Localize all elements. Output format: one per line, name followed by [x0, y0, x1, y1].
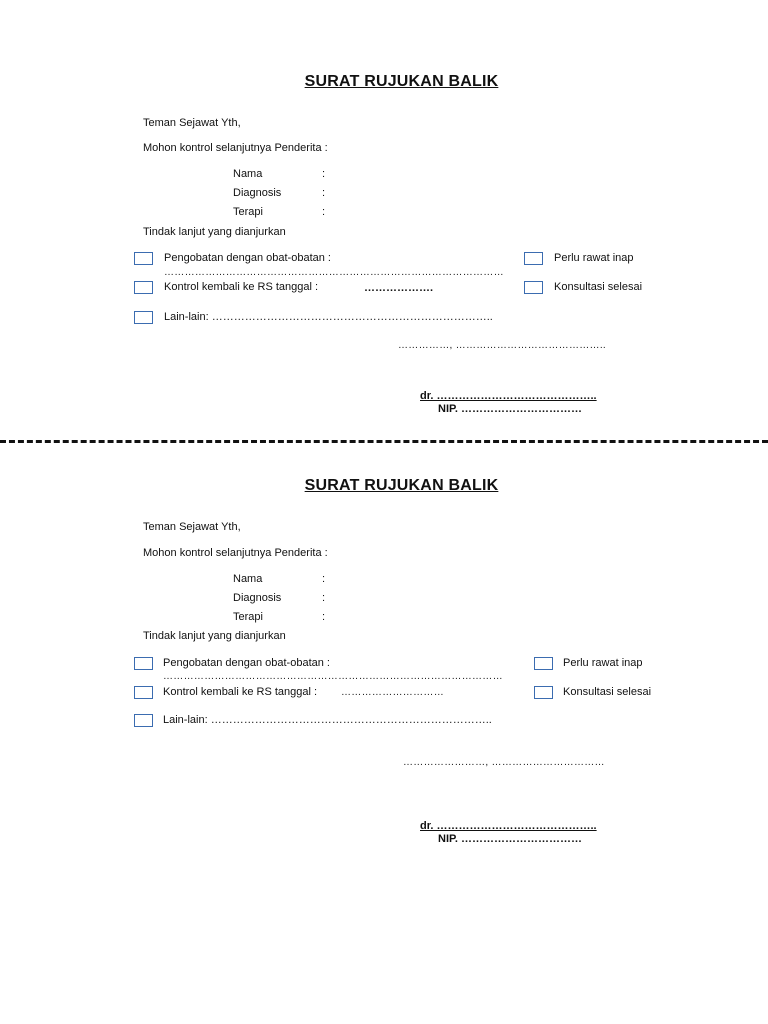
control-checkbox[interactable]	[134, 281, 153, 294]
medication-checkbox[interactable]	[134, 657, 153, 670]
field-sep-diagnosis: :	[322, 592, 326, 604]
consult-done-label: Konsultasi selesai	[563, 686, 652, 698]
referral-form-1	[0, 0, 768, 435]
medication-label: Pengobatan dengan obat-obatan :	[164, 252, 331, 264]
control-label: Kontrol kembali ke RS tanggal :	[163, 686, 318, 698]
doctor-signature-line: dr. ……………………………………..	[420, 820, 597, 832]
field-label-diagnosis: Diagnosis	[233, 187, 282, 199]
greeting: Teman Sejawat Yth,	[143, 117, 241, 129]
intro-text: Mohon kontrol selanjutnya Penderita :	[143, 547, 328, 559]
medication-dots: ………………………………………………………………………………………	[163, 671, 503, 682]
inpatient-checkbox[interactable]	[524, 252, 543, 265]
field-sep-diagnosis: :	[322, 187, 326, 199]
place-date-line: ……………………, ……………………………	[403, 757, 605, 768]
field-label-nama: Nama	[233, 573, 263, 585]
greeting: Teman Sejawat Yth,	[143, 521, 241, 533]
field-label-terapi: Terapi	[233, 206, 263, 218]
control-date-dots: …………………………	[341, 687, 444, 698]
referral-form-2	[0, 446, 768, 866]
consult-done-label: Konsultasi selesai	[554, 281, 643, 293]
consult-done-checkbox[interactable]	[534, 686, 553, 699]
intro-text: Mohon kontrol selanjutnya Penderita :	[143, 142, 328, 154]
field-sep-nama: :	[322, 573, 326, 585]
medication-dots: ………………………………………………………………………………………	[164, 267, 504, 278]
inpatient-checkbox[interactable]	[534, 657, 553, 670]
consult-done-checkbox[interactable]	[524, 281, 543, 294]
inpatient-label: Perlu rawat inap	[554, 252, 634, 264]
place-date-line: ……………, ……………………………………..	[398, 340, 607, 351]
field-sep-terapi: :	[322, 611, 326, 623]
doctor-signature-line: dr. ……………………………………..	[420, 390, 597, 402]
nip-line: NIP. ……………………………	[438, 403, 583, 415]
control-label: Kontrol kembali ke RS tanggal :	[164, 281, 319, 293]
cut-line-divider	[0, 440, 768, 443]
other-checkbox[interactable]	[134, 311, 153, 324]
form-title: SURAT RUJUKAN BALIK	[304, 73, 499, 90]
field-label-terapi: Terapi	[233, 611, 263, 623]
inpatient-label: Perlu rawat inap	[563, 657, 643, 669]
field-label-diagnosis: Diagnosis	[233, 592, 282, 604]
other-label: Lain-lain: …………………………………………………………………..	[164, 311, 493, 323]
field-label-nama: Nama	[233, 168, 263, 180]
control-checkbox[interactable]	[134, 686, 153, 699]
medication-label: Pengobatan dengan obat-obatan :	[163, 657, 330, 669]
followup-heading: Tindak lanjut yang dianjurkan	[143, 630, 286, 642]
field-sep-nama: :	[322, 168, 326, 180]
form-title: SURAT RUJUKAN BALIK	[304, 477, 499, 494]
nip-line: NIP. ……………………………	[438, 833, 583, 845]
field-sep-terapi: :	[322, 206, 326, 218]
medication-checkbox[interactable]	[134, 252, 153, 265]
other-checkbox[interactable]	[134, 714, 153, 727]
followup-heading: Tindak lanjut yang dianjurkan	[143, 226, 286, 238]
other-label: Lain-lain: …………………………………………………………………..	[163, 714, 492, 726]
control-date-dots: ……………….	[364, 282, 434, 294]
